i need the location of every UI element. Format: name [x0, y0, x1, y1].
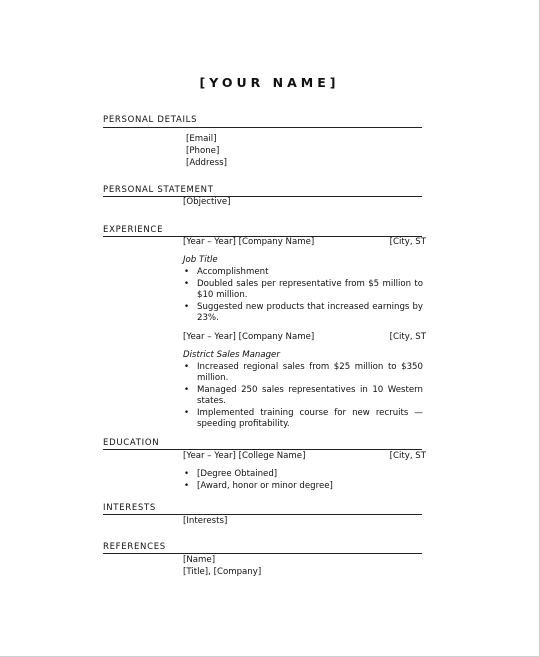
resume-name: [YOUR NAME]	[199, 75, 340, 90]
list-item: • Managed 250 sales representatives in 10 Western states.	[183, 385, 423, 407]
job-title: District Sales Manager	[183, 350, 280, 360]
list-item: • Accomplishment	[183, 267, 423, 278]
job-location: [City, ST	[389, 237, 426, 247]
list-item: • [Degree Obtained]	[183, 469, 423, 480]
personal-details-heading: PERSONAL DETAILS	[103, 115, 198, 125]
reference-name: [Name]	[183, 555, 216, 565]
job-years-company: [Year – Year] [Company Name]	[183, 237, 315, 247]
interests-placeholder: [Interests]	[183, 516, 228, 526]
phone-placeholder: [Phone]	[186, 146, 220, 156]
section-rule	[103, 196, 422, 197]
personal-statement-heading: PERSONAL STATEMENT	[103, 185, 214, 195]
address-placeholder: [Address]	[186, 158, 227, 168]
section-rule	[103, 127, 422, 128]
job-location: [City, ST	[389, 332, 426, 342]
list-item: • Suggested new products that increased earnings by 23%.	[183, 302, 423, 324]
interests-heading: INTERESTS	[103, 503, 156, 513]
email-placeholder: [Email]	[186, 134, 217, 144]
objective-placeholder: [Objective]	[183, 197, 231, 207]
education-heading: EDUCATION	[103, 438, 160, 448]
section-rule	[103, 514, 422, 515]
job-bullet-list	[183, 267, 423, 325]
section-rule	[103, 553, 422, 554]
references-heading: REFERENCES	[103, 542, 166, 552]
list-item: • Increased regional sales from $25 million to $350 million.	[183, 362, 423, 384]
section-rule	[103, 449, 422, 450]
experience-heading: EXPERIENCE	[103, 225, 164, 235]
list-item: • Implemented training course for new recruits — speeding profitability.	[183, 408, 423, 430]
list-item: • [Award, honor or minor degree]	[183, 481, 423, 492]
job-title: Job Title	[183, 255, 218, 265]
reference-title-company: [Title], [Company]	[183, 567, 262, 577]
education-bullet-list	[183, 469, 423, 493]
education-location: [City, ST	[389, 451, 426, 461]
job-years-company: [Year – Year] [Company Name]	[183, 332, 315, 342]
job-bullet-list	[183, 362, 423, 431]
education-years-college: [Year – Year] [College Name]	[183, 451, 306, 461]
list-item: • Doubled sales per representative from $5 million to $10 million.	[183, 279, 423, 301]
